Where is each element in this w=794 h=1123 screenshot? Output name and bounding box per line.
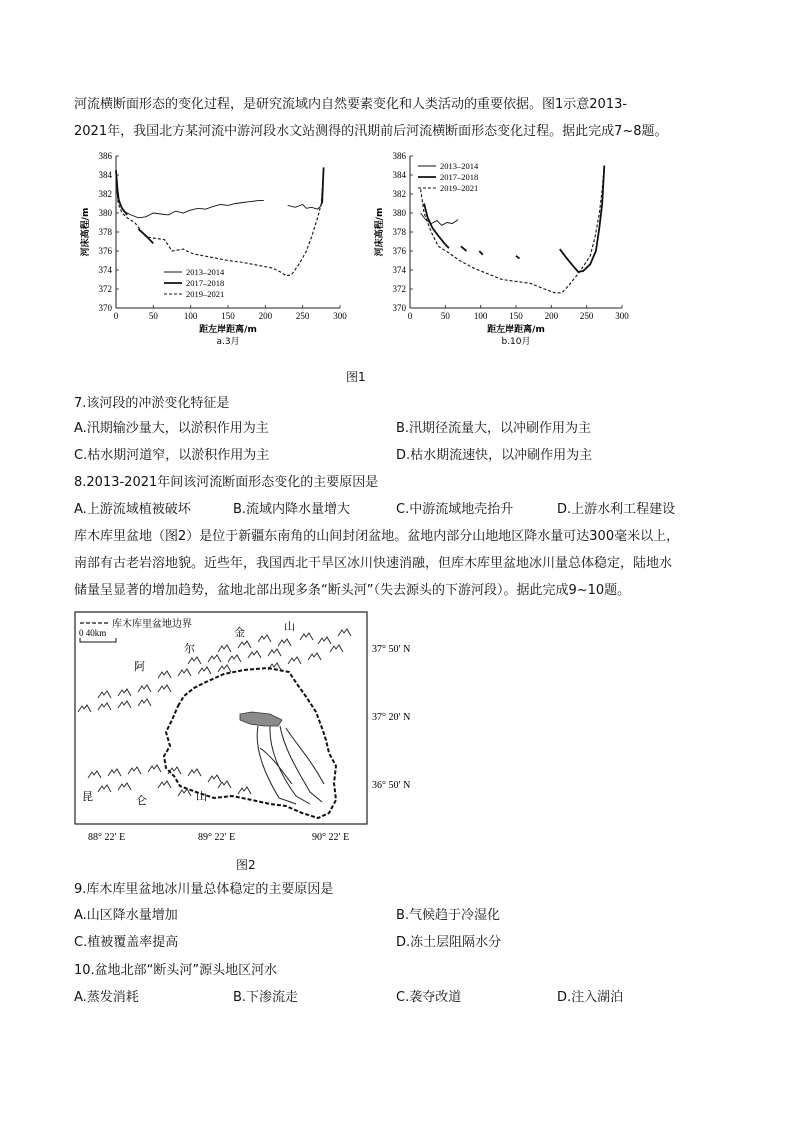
chart-subtitle: b.10月 <box>501 337 531 347</box>
q10-stem: 10.盆地北部“断头河”源头地区河水 <box>74 963 278 978</box>
intro2-line1: 库木库里盆地（图2）是位于新疆东南角的山间封闭盆地。盆地内部分山地地区降水量可达300毫米以上， <box>74 529 680 544</box>
y-tick-label: 380 <box>392 208 406 218</box>
lon-label-1: 88° 22′ E <box>88 832 126 843</box>
x-tick-label: 200 <box>544 311 559 321</box>
y-tick-label: 386 <box>392 151 406 161</box>
q8-option-c[interactable]: C.中游流域地壳抬升 <box>396 502 514 517</box>
q7-option-a[interactable]: A.汛期输沙量大，以淤积作用为主 <box>74 421 269 436</box>
q10-option-c[interactable]: C.袭夺改道 <box>396 990 462 1005</box>
intro1-line1: 河流横断面形态的变化过程，是研究流域内自然要素变化和人类活动的重要依据。图1示意2013- <box>74 97 628 112</box>
range-char-shan-south: 山 <box>196 790 207 803</box>
series-line-bold <box>424 204 449 249</box>
legend-entry: 2013–2014 <box>440 161 479 171</box>
q10-option-a[interactable]: A.蒸发消耗 <box>74 990 139 1005</box>
figure2-caption: 图2 <box>236 858 256 872</box>
intro2-line3: 储量呈显著的增加趋势，盆地北部出现多条“断头河”（失去源头的下游河段）。据此完成9~10题。 <box>74 583 631 598</box>
map-frame <box>75 612 367 824</box>
q8-option-b[interactable]: B.流域内降水量增大 <box>233 502 351 517</box>
series-line-bold <box>560 166 605 272</box>
q7-option-d[interactable]: D.枯水期流速快，以冲刷作用为主 <box>396 448 593 463</box>
legend-entry: 2013–2014 <box>186 267 225 277</box>
range-char-jin: 金 <box>234 626 245 639</box>
x-tick-label: 50 <box>440 311 450 321</box>
lat-label-2: 37° 20′ N <box>372 712 411 723</box>
figure1 <box>74 148 654 358</box>
legend-entry: 2017–2018 <box>440 172 479 182</box>
lat-label-1: 37° 50′ N <box>372 644 411 655</box>
y-tick-label: 372 <box>98 284 112 294</box>
intro1-line2: 2021年，我国北方某河流中游河段水文站测得的汛期前后河流横断面形态变化过程。据此完成7~8题。 <box>74 124 668 139</box>
x-tick-label: 150 <box>221 311 235 321</box>
q8-stem: 8.2013-2021年间该河流断面形态变化的主要原因是 <box>74 475 379 490</box>
scale-label: 0 40km <box>79 628 107 638</box>
q9-option-a[interactable]: A.山区降水量增加 <box>74 908 178 923</box>
range-char-er: 尔 <box>184 642 195 655</box>
x-tick-label: 150 <box>509 311 523 321</box>
y-tick-label: 382 <box>392 189 406 199</box>
q9-option-c[interactable]: C.植被覆盖率提高 <box>74 935 179 950</box>
legend-label: 库木库里盆地边界 <box>112 619 192 630</box>
y-tick-label: 370 <box>98 303 112 313</box>
x-axis-label: 距左岸距离/m <box>487 325 545 335</box>
series-line-thin <box>116 175 264 218</box>
x-tick-label: 50 <box>148 311 158 321</box>
y-tick-label: 372 <box>392 284 406 294</box>
q7-option-c[interactable]: C.枯水期河道窄，以淤积作用为主 <box>74 448 270 463</box>
legend-entry: 2019–2021 <box>186 289 225 299</box>
series-line-bold <box>461 246 467 251</box>
y-axis-label: 河床高程/m <box>375 207 385 257</box>
x-tick-label: 100 <box>473 311 488 321</box>
x-tick-label: 300 <box>333 311 347 321</box>
series-line-thin <box>288 173 324 209</box>
y-tick-label: 384 <box>392 170 406 180</box>
series-line-bold <box>479 251 483 255</box>
range-char-kun: 昆 <box>82 790 93 803</box>
y-tick-label: 378 <box>392 227 406 237</box>
x-tick-label: 250 <box>295 311 310 321</box>
y-tick-label: 380 <box>98 208 112 218</box>
range-char-a: 阿 <box>134 660 145 673</box>
y-tick-label: 374 <box>98 265 112 275</box>
range-char-shan-north: 山 <box>284 620 295 633</box>
q9-stem: 9.库木库里盆地冰川量总体稳定的主要原因是 <box>74 882 334 897</box>
q8-option-d[interactable]: D.上游水利工程建设 <box>557 502 676 517</box>
chart-panel-a <box>79 151 347 347</box>
lon-label-3: 90° 22′ E <box>312 832 350 843</box>
lon-label-2: 89° 22′ E <box>198 832 236 843</box>
y-tick-label: 386 <box>98 151 112 161</box>
y-axis-label: 河床高程/m <box>81 207 91 257</box>
y-tick-label: 382 <box>98 189 112 199</box>
x-tick-label: 0 <box>407 311 413 321</box>
range-char-lun: 仑 <box>136 794 147 807</box>
q7-stem: 7.该河段的冲淤变化特征是 <box>74 396 230 411</box>
x-tick-label: 100 <box>183 311 198 321</box>
intro2-line2: 南部有古老岩溶地貌。近些年，我国西北干旱区冰川快速消融，但库木库里盆地冰川量总体稳定，陆地水 <box>74 556 673 571</box>
y-tick-label: 384 <box>98 170 112 180</box>
series-line-bold <box>516 256 520 259</box>
series-line-dashed <box>116 170 324 275</box>
legend-entry: 2019–2021 <box>440 183 479 193</box>
x-tick-label: 250 <box>579 311 594 321</box>
y-tick-label: 374 <box>392 265 406 275</box>
figure1-caption: 图1 <box>346 370 366 384</box>
q8-option-a[interactable]: A.上游流域植被破坏 <box>74 502 191 517</box>
y-tick-label: 376 <box>98 246 112 256</box>
y-tick-label: 376 <box>392 246 406 256</box>
q9-option-d[interactable]: D.冻土层阻隔水分 <box>396 935 502 950</box>
q7-option-b[interactable]: B.汛期径流量大，以冲刷作用为主 <box>396 421 592 436</box>
chart-panel-b <box>373 151 629 347</box>
q10-option-d[interactable]: D.注入湖泊 <box>557 990 624 1005</box>
chart-subtitle: a.3月 <box>216 337 240 347</box>
q10-option-b[interactable]: B.下渗流走 <box>233 990 299 1005</box>
x-tick-label: 200 <box>258 311 273 321</box>
x-axis-label: 距左岸距离/m <box>199 325 257 335</box>
legend-entry: 2017–2018 <box>186 278 225 288</box>
x-tick-label: 0 <box>113 311 119 321</box>
lat-label-3: 36° 50′ N <box>372 780 411 791</box>
x-tick-label: 300 <box>615 311 629 321</box>
y-tick-label: 370 <box>392 303 406 313</box>
y-tick-label: 378 <box>98 227 112 237</box>
q9-option-b[interactable]: B.气候趋于冷湿化 <box>396 908 501 923</box>
figure2-map <box>74 608 414 848</box>
